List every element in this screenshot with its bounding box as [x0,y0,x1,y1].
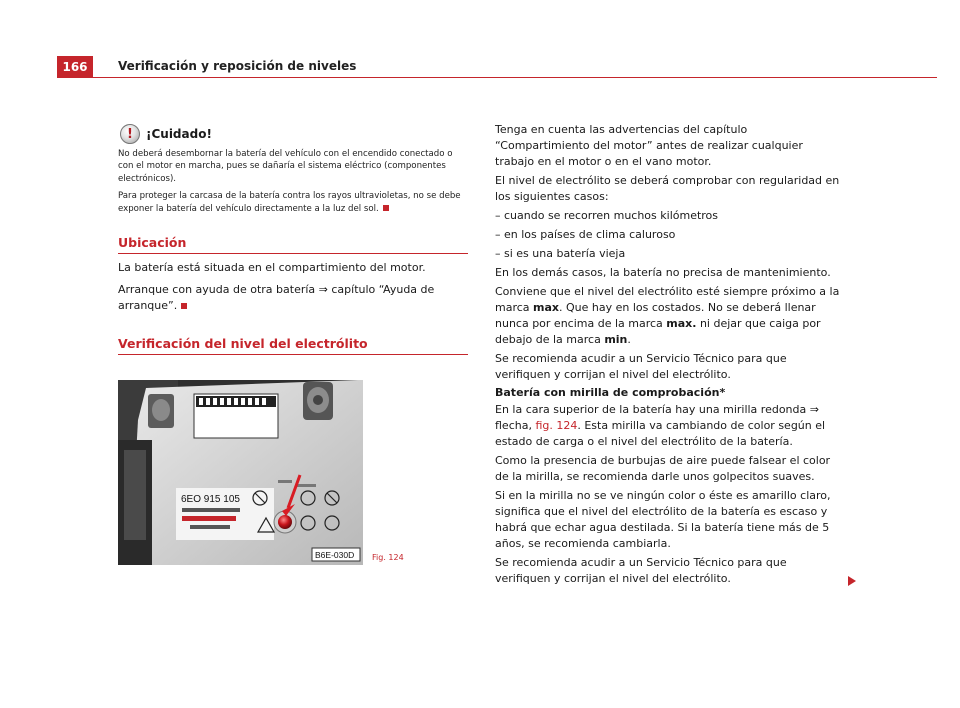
battery-figure [118,380,363,565]
right-paragraph-2: El nivel de electrólito se deberá comprobar con regularidad en los siguientes casos: [495,174,840,203]
right-paragraph-3: En los demás casos, la batería no precisa de mantenimiento. [495,266,831,279]
caution-box [118,124,468,215]
image-code: B6E-030D [315,550,355,560]
ubicacion-paragraph-1: La batería está situada en el compartimiento del motor. [118,261,426,275]
right-paragraph-4 [495,284,845,348]
caution-title: ¡Cuidado! [146,127,212,141]
figure-reference-link[interactable]: fig. 124 [535,419,578,432]
ubicacion-paragraph-2-text: Arranque con ayuda de otra batería ⇒ capítulo “Ayuda de arranque”. [118,283,435,313]
max-mark: max [533,301,560,314]
p6-text-b: . Esta mirilla va cambiando de color según el estado de carga o el nivel del electrólito de la batería. [495,419,826,448]
page-header-title: Verificación y reposición de niveles [118,59,357,73]
header-rule [57,77,937,78]
section-heading-verificacion: Verificación del nivel del electrólito [118,336,468,355]
caution-header [118,124,468,144]
end-square-icon [383,205,389,211]
caution-paragraph-2-text: Para proteger la carcasa de la batería contra los rayos ultravioletas, no se debe exponer la batería del vehículo directamente a la luz del sol. [118,191,461,214]
end-square-icon [181,303,187,309]
right-paragraph-9: Se recomienda acudir a un Servicio Técnico para que verifiquen y corrijan el nivel del electrólito. [495,556,787,585]
battery-illustration [118,380,363,565]
min-mark: min [604,333,628,346]
battery-label-code: 6EO 915 105 [181,494,240,505]
page-number: 166 [57,56,93,78]
ubicacion-paragraph-2 [118,282,468,314]
p4-text-c: ni dejar que caiga por debajo de la marca [495,317,821,346]
list-item: – si es una batería vieja [495,247,626,260]
right-column [495,122,845,590]
list-item: – en los países de clima caluroso [495,228,676,241]
max-mark-2: max. [666,317,697,330]
right-paragraph-5: Se recomienda acudir a un Servicio Técnico para que verifiquen y corrijan el nivel del electrólito. [495,352,787,381]
exclamation-icon: ! [120,124,140,144]
p4-text-a: Conviene que el nivel del electrólito esté siempre próximo a la marca [495,285,840,314]
list-item: – cuando se recorren muchos kilómetros [495,209,719,222]
subheading-mirilla: Batería con mirilla de comprobación* [495,386,726,399]
p4-text-b: . Que hay en los costados. No se deberá llenar nunca por encima de la marca [495,301,816,330]
left-column [118,124,468,355]
right-paragraph-6 [495,402,845,450]
caution-paragraph-1: No deberá desembornar la batería del vehículo con el encendido conectado o con el motor en marcha, pues se dañaría el sistema eléctrico (componentes electrónicos). [118,149,453,184]
right-paragraph-7: Como la presencia de burbujas de aire puede falsear el color de la mirilla, se recomienda darle unos golpecitos suaves. [495,454,831,483]
caution-paragraph-2 [118,190,468,215]
right-paragraph-1: Tenga en cuenta las advertencias del capítulo “Compartimiento del motor” antes de realizar cualquier trabajo en el motor o en el vano motor. [495,123,803,168]
next-page-arrow-icon [848,576,856,586]
figure-caption: Fig. 124 [372,553,404,562]
right-paragraph-8: Si en la mirilla no se ve ningún color o éste es amarillo claro, significa que el nivel del electrólito de la batería es escaso y habrá que echar agua destilada. Si la batería tiene más de 5 años, se recomienda cambiarla. [495,489,831,550]
section-heading-ubicacion: Ubicación [118,235,468,254]
p6-text-a: En la cara superior de la batería hay una mirilla redonda ⇒ flecha, [495,403,819,432]
p4-text-d: . [627,333,631,346]
